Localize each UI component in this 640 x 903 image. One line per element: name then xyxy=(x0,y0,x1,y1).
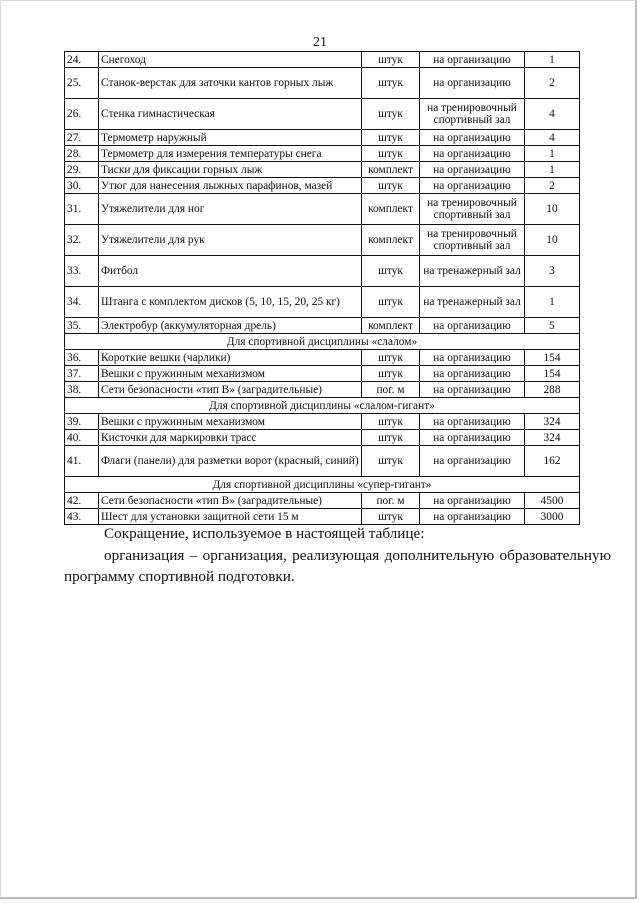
item-quantity: 1 xyxy=(525,287,580,318)
item-quantity: 154 xyxy=(525,350,580,366)
item-quantity: 162 xyxy=(525,446,580,477)
item-name: Электробур (аккумуляторная дрель) xyxy=(99,318,362,334)
section-title: Для спортивной дисциплины «слалом-гигант» xyxy=(65,398,580,414)
item-name: Термометр для измерения температуры снега xyxy=(99,146,362,162)
item-number: 41. xyxy=(65,446,99,477)
table-row xyxy=(65,256,580,287)
item-name: Вешки с пружинным механизмом xyxy=(99,366,362,382)
table-row xyxy=(65,225,580,256)
item-unit: штук xyxy=(362,287,420,318)
table-row xyxy=(65,194,580,225)
item-unit: пог. м xyxy=(362,382,420,398)
item-unit: штук xyxy=(362,430,420,446)
item-quantity: 154 xyxy=(525,366,580,382)
item-unit: комплект xyxy=(362,318,420,334)
item-quantity: 3 xyxy=(525,256,580,287)
table-row xyxy=(65,99,580,130)
item-placement: на организацию xyxy=(420,366,525,382)
table-row xyxy=(65,366,580,382)
item-name: Станок-верстак для заточки кантов горных лыж xyxy=(99,68,362,99)
item-placement: на организацию xyxy=(420,146,525,162)
item-unit: штук xyxy=(362,366,420,382)
item-number: 37. xyxy=(65,366,99,382)
abbreviations-definition: организация – организация, реализующая дополнительную образовательную программу спортивной подготовки. xyxy=(64,547,611,585)
item-quantity: 324 xyxy=(525,414,580,430)
item-placement: на тренировочный спортивный зал xyxy=(420,225,525,256)
item-unit: штук xyxy=(362,256,420,287)
item-name: Термометр наружный xyxy=(99,130,362,146)
item-name: Флаги (панели) для разметки ворот (красный, синий) xyxy=(99,446,362,477)
table-row xyxy=(65,318,580,334)
item-quantity: 5 xyxy=(525,318,580,334)
item-number: 26. xyxy=(65,99,99,130)
item-number: 31. xyxy=(65,194,99,225)
table-row xyxy=(65,430,580,446)
item-placement: на тренажерный зал xyxy=(420,256,525,287)
item-unit: штук xyxy=(362,350,420,366)
section-header-row xyxy=(65,334,580,350)
section-title: Для спортивной дисциплины «супер-гигант» xyxy=(65,477,580,493)
item-number: 32. xyxy=(65,225,99,256)
item-placement: на тренажерный зал xyxy=(420,287,525,318)
abbreviations-title: Сокращение, используемое в настоящей таблице: xyxy=(104,525,425,542)
item-name: Штанга с комплектом дисков (5, 10, 15, 20, 25 кг) xyxy=(99,287,362,318)
item-unit: комплект xyxy=(362,225,420,256)
item-name: Сети безопасности «тип В» (заградительные) xyxy=(99,382,362,398)
item-number: 30. xyxy=(65,178,99,194)
item-unit: комплект xyxy=(362,162,420,178)
table-row xyxy=(65,287,580,318)
table-row xyxy=(65,130,580,146)
item-placement: на организацию xyxy=(420,446,525,477)
item-unit: штук xyxy=(362,414,420,430)
item-placement: на организацию xyxy=(420,68,525,99)
item-name: Кисточки для маркировки трасс xyxy=(99,430,362,446)
item-number: 36. xyxy=(65,350,99,366)
item-quantity: 4 xyxy=(525,130,580,146)
item-number: 42. xyxy=(65,493,99,509)
item-unit: штук xyxy=(362,99,420,130)
item-number: 34. xyxy=(65,287,99,318)
item-placement: на организацию xyxy=(420,130,525,146)
item-placement: на организацию xyxy=(420,509,525,525)
item-name: Стенка гимнастическая xyxy=(99,99,362,130)
table-row xyxy=(65,52,580,68)
equipment-table-body xyxy=(65,52,580,525)
item-placement: на организацию xyxy=(420,162,525,178)
item-number: 27. xyxy=(65,130,99,146)
item-placement: на организацию xyxy=(420,414,525,430)
item-unit: комплект xyxy=(362,194,420,225)
item-quantity: 4500 xyxy=(525,493,580,509)
table-row xyxy=(65,414,580,430)
table-row xyxy=(65,493,580,509)
item-unit: штук xyxy=(362,446,420,477)
item-placement: на организацию xyxy=(420,382,525,398)
item-placement: на организацию xyxy=(420,350,525,366)
item-name: Тиски для фиксации горных лыж xyxy=(99,162,362,178)
item-placement: на организацию xyxy=(420,430,525,446)
item-name: Вешки с пружинным механизмом xyxy=(99,414,362,430)
item-placement: на тренировочный спортивный зал xyxy=(420,99,525,130)
section-title: Для спортивной дисциплины «слалом» xyxy=(65,334,580,350)
item-quantity: 2 xyxy=(525,178,580,194)
table-row xyxy=(65,446,580,477)
item-number: 35. xyxy=(65,318,99,334)
item-quantity: 288 xyxy=(525,382,580,398)
item-quantity: 1 xyxy=(525,52,580,68)
item-placement: на организацию xyxy=(420,493,525,509)
item-number: 43. xyxy=(65,509,99,525)
item-quantity: 10 xyxy=(525,194,580,225)
item-placement: на тренировочный спортивный зал xyxy=(420,194,525,225)
table-row xyxy=(65,162,580,178)
item-name: Короткие вешки (чарлики) xyxy=(99,350,362,366)
table-row xyxy=(65,178,580,194)
item-name: Снегоход xyxy=(99,52,362,68)
item-name: Сети безопасности «тип В» (заградительные) xyxy=(99,493,362,509)
item-unit: штук xyxy=(362,130,420,146)
page-number: 21 xyxy=(313,35,327,50)
item-unit: штук xyxy=(362,509,420,525)
item-quantity: 10 xyxy=(525,225,580,256)
item-number: 24. xyxy=(65,52,99,68)
item-quantity: 1 xyxy=(525,162,580,178)
item-unit: штук xyxy=(362,146,420,162)
item-number: 33. xyxy=(65,256,99,287)
equipment-table xyxy=(64,51,580,525)
item-unit: штук xyxy=(362,68,420,99)
table-row xyxy=(65,68,580,99)
item-number: 25. xyxy=(65,68,99,99)
item-name: Шест для установки защитной сети 15 м xyxy=(99,509,362,525)
item-number: 39. xyxy=(65,414,99,430)
item-number: 28. xyxy=(65,146,99,162)
item-name: Фитбол xyxy=(99,256,362,287)
section-header-row xyxy=(65,477,580,493)
item-name: Утяжелители для рук xyxy=(99,225,362,256)
table-row xyxy=(65,382,580,398)
item-name: Утяжелители для ног xyxy=(99,194,362,225)
item-number: 40. xyxy=(65,430,99,446)
item-quantity: 1 xyxy=(525,146,580,162)
item-unit: пог. м xyxy=(362,493,420,509)
item-placement: на организацию xyxy=(420,178,525,194)
item-quantity: 324 xyxy=(525,430,580,446)
item-unit: штук xyxy=(362,52,420,68)
item-number: 38. xyxy=(65,382,99,398)
section-header-row xyxy=(65,398,580,414)
item-quantity: 4 xyxy=(525,99,580,130)
table-row xyxy=(65,146,580,162)
item-name: Утюг для нанесения лыжных парафинов, мазей xyxy=(99,178,362,194)
item-quantity: 2 xyxy=(525,68,580,99)
item-unit: штук xyxy=(362,178,420,194)
table-row xyxy=(65,350,580,366)
item-number: 29. xyxy=(65,162,99,178)
item-placement: на организацию xyxy=(420,318,525,334)
item-placement: на организацию xyxy=(420,52,525,68)
item-quantity: 3000 xyxy=(525,509,580,525)
